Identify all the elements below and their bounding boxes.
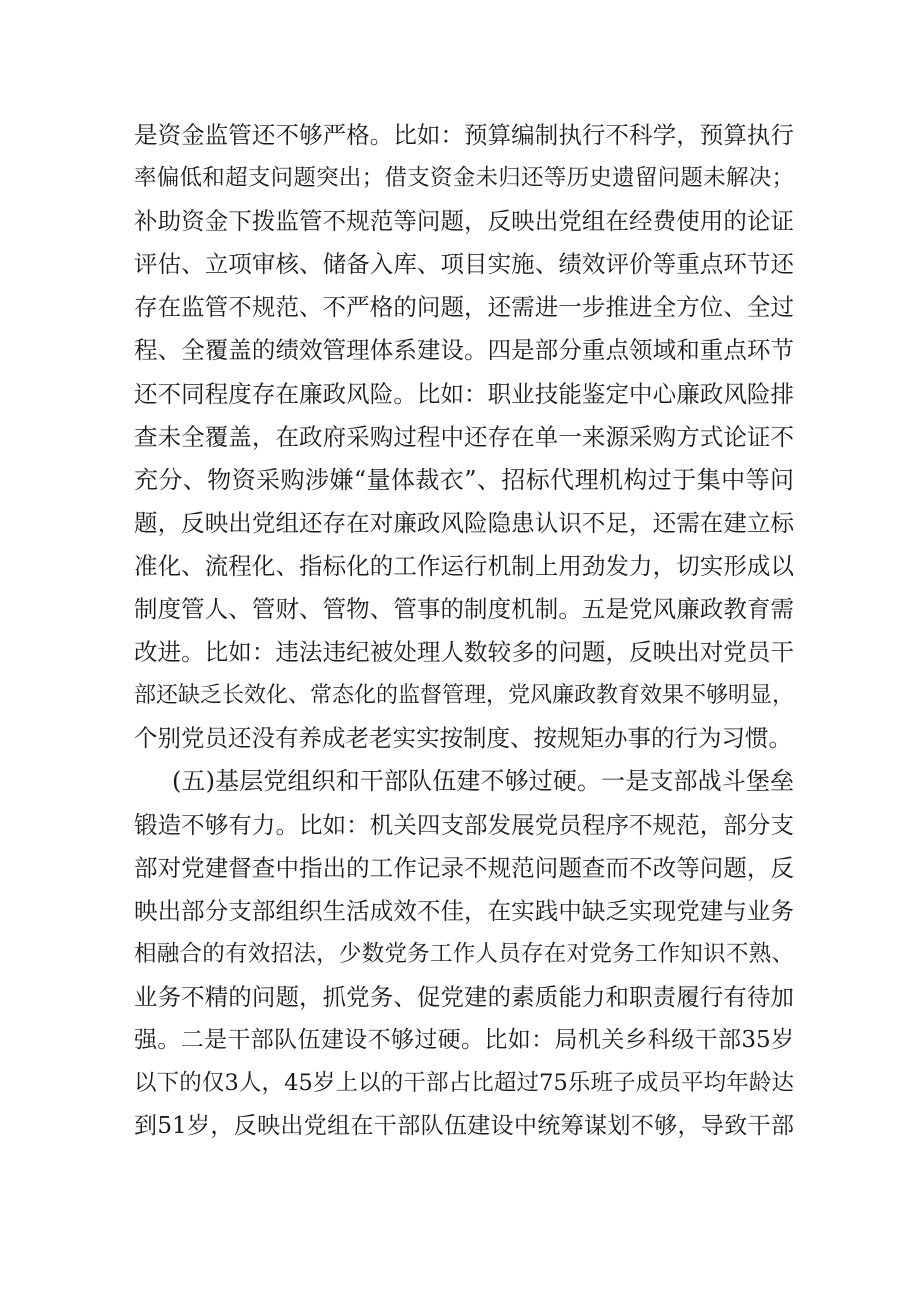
text-line: 还不同程度存在廉政风险。比如：职业技能鉴定中心廉政风险排 [134,379,794,408]
text-line: 改进。比如：违法违纪被处理人数较多的问题，反映出对党员干 [134,638,794,667]
text-line: 部还缺乏长效化、常态化的监督管理，党风廉政教育效果不够明显， [134,683,795,709]
body-text [134,114,794,1148]
text-line: 评估、立项审核、储备入库、项目实施、绩效评价等重点环节还 [134,250,794,279]
text-line: 是资金监管还不够严格。比如：预算编制执行不科学，预算执行 [134,121,794,149]
text-line: 锻造不够有力。比如：机关四支部发展党员程序不规范，部分支 [134,810,794,839]
text-line: 准化、流程化、指标化的工作运行机制上用劲发力，切实形成以 [134,551,794,580]
text-line: 映出部分支部组织生活成效不佳，在实践中缺乏实现党建与业务 [134,896,794,925]
text-line: 强。二是干部队伍建设不够过硬。比如：局机关乡科级干部35岁 [134,1026,794,1053]
text-line: 以下的仅3人，45岁上以的干部占比超过75乐班子成员平均年龄达 [134,1070,794,1097]
text-line: 个别党员还没有养成老老实实按制度、按规矩办事的行为习惯。 [134,724,792,753]
text-line: 存在监管不规范、不严格的问题，还需进一步推进全方位、全过 [134,293,794,322]
text-line: 补助资金下拨监管不规范等问题，反映出党组在经费使用的论证 [134,207,794,236]
text-line: 到51岁，反映出党组在干部队伍建设中统筹谋划不够，导致干部 [134,1113,794,1140]
text-line: 率偏低和超支问题突出；借支资金未归还等历史遗留问题未解决； [134,165,794,192]
text-line: 相融合的有效招法，少数党务工作人员存在对党务工作知识不熟、 [134,940,794,967]
text-line: 题，反映出党组还存在对廉政风险隐患认识不足，还需在建立标 [134,508,794,537]
text-line: 部对党建督查中指出的工作记录不规范问题查而不改等问题，反 [134,853,794,882]
text-line: 业务不精的问题，抓党务、促党建的素质能力和职责履行有待加 [134,982,794,1011]
text-line: 查未全覆盖，在政府采购过程中还存在单一来源采购方式论证不 [134,422,794,451]
text-line: 制度管人、管财、管物、管事的制度机制。五是党风廉政教育需 [134,595,794,624]
section-heading-line: (五)基层党组织和干部队伍建不够过硬。一是支部战斗堡垒 [172,767,794,796]
text-line: 充分、物资采购涉嫌“量体裁衣”、招标代理机构过于集中等问 [134,465,794,494]
text-line: 程、全覆盖的绩效管理体系建设。四是部分重点领域和重点环节 [134,336,794,365]
